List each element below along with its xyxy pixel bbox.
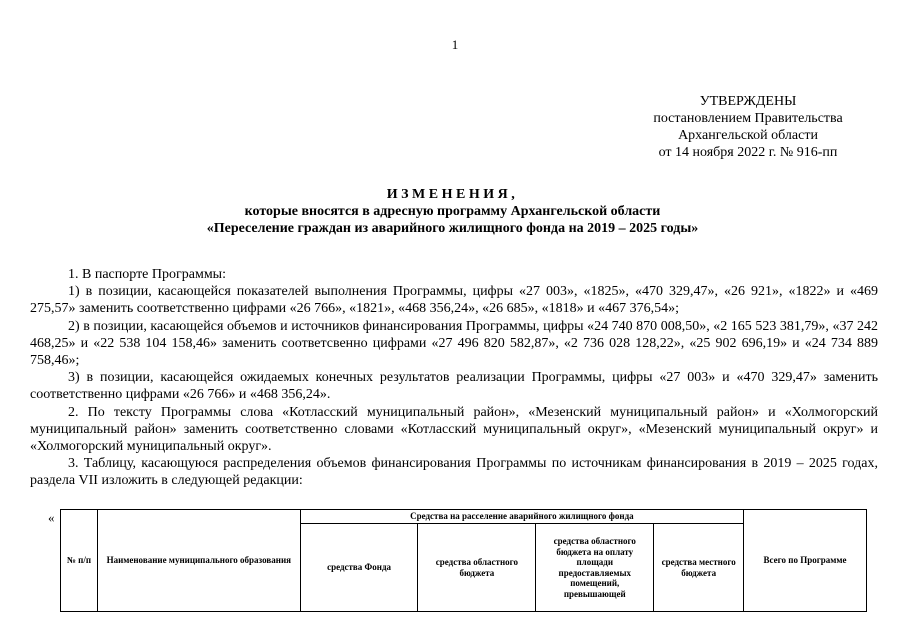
approval-line-1: УТВЕРЖДЕНЫ [699, 94, 797, 109]
page-number: 1 [451, 37, 459, 52]
paragraph: 1) в позиции, касающейся показателей выполнения Программы, цифры «27 003», «1825», «470 329,47», «26 921», «1822» и «469 275,57» заменить соответственно цифрами «26 766», «1821», «468 356,24», «26 685», «1818» и «467 376,54»; [30, 284, 878, 317]
header-regional-budget: средства областного бюджета [418, 524, 536, 612]
header-number: № п/п [61, 510, 98, 612]
approval-line-2: постановлением Правительства [653, 111, 843, 126]
header-local-budget: средства местного бюджета [654, 524, 744, 612]
header-regional-budget-extra: средства областного бюджета на оплату площади предоставляемых помещений, превышающей [536, 524, 654, 612]
approval-line-3: Архангельской области [678, 128, 818, 143]
paragraph: 1. В паспорте Программы: [68, 267, 226, 282]
title-subtitle-1: которые вносятся в адресную программу Архангельской области [244, 204, 661, 219]
document-body [30, 266, 878, 490]
title-main: ИЗМЕНЕНИЯ, [386, 187, 519, 202]
paragraph: 2) в позиции, касающейся объемов и источников финансирования Программы, цифры «24 740 870 008,50», «2 165 523 381,79», «37 242 468,25» и «22 538 104 158,46» заменить соответсвенно цифрами «27 496 820 582,87», «2 736 028 128,22», «25 902 696,19» и «24 734 889 758,46»; [30, 318, 878, 369]
paragraph: 3. Таблицу, касающуюся распределения объемов финансирования Программы по источникам финансирования в 2019 – 2025 годах, раздела VII изложить в следующей редакции: [30, 456, 878, 489]
document-title [30, 186, 875, 237]
financing-table [60, 509, 867, 612]
opening-quote: « [48, 510, 55, 525]
title-subtitle-2: «Переселение граждан из аварийного жилищного фонда на 2019 – 2025 годы» [206, 221, 699, 236]
paragraph: 2. По тексту Программы слова «Котласский муниципальный район», «Мезенский муниципальный район» и «Холмогорский муниципальный район» заменить соответственно словами «Котласский муниципальный округ», «Мезенский муниципальный округ» и «Холмогорский муниципальный округ». [30, 404, 878, 455]
header-fund: средства Фонда [300, 524, 418, 612]
approval-line-4: от 14 ноября 2022 г. № 916-пп [658, 145, 838, 160]
header-total: Всего по Программе [744, 510, 867, 612]
approval-stamp [618, 93, 878, 161]
header-resettlement-funds: Средства на расселение аварийного жилищного фонда [300, 510, 743, 524]
header-municipality: Наименование муниципального образования [97, 510, 300, 612]
paragraph: 3) в позиции, касающейся ожидаемых конечных результатов реализации Программы, цифры «27 003» и «470 329,47» заменить соответственно цифрами «26 766» и «468 356,24». [30, 370, 878, 403]
